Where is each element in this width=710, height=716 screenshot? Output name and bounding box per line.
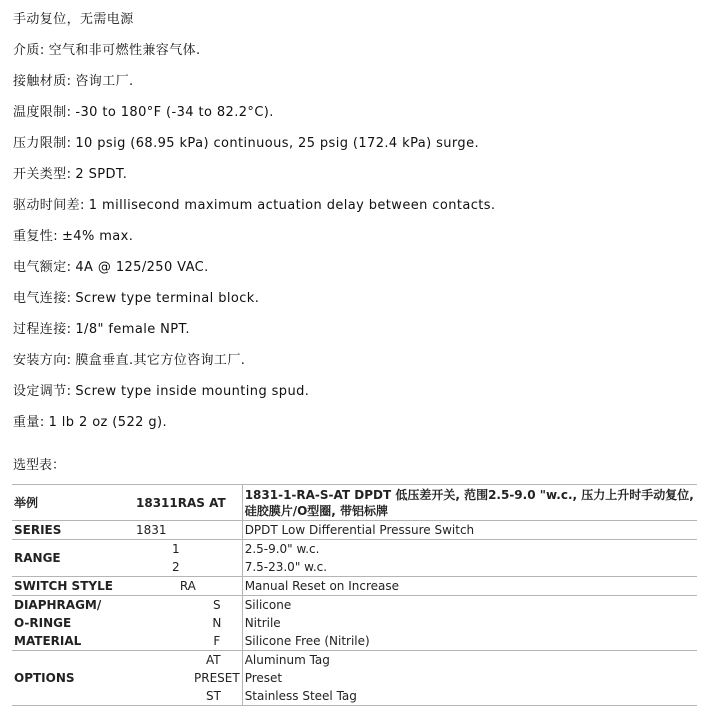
spec-value: 膜盒垂直.其它方位咨询工厂.	[75, 353, 246, 368]
diaphragm-code: S	[213, 598, 221, 612]
spec-value: 4A @ 125/250 VAC.	[75, 260, 209, 275]
options-description: Stainless Steel Tag	[244, 689, 357, 703]
spec-line-wetted-materials: 接触材质: 咨询工厂.	[13, 74, 134, 89]
spec-label: 压力限制	[13, 136, 67, 151]
spec-line-reset	[13, 12, 134, 28]
spec-value: 空气和非可燃性兼容气体.	[48, 43, 201, 58]
diaphragm-label: O-RINGE MATERIAL	[14, 616, 82, 648]
selection-table	[12, 484, 697, 706]
spec-label: 接触材质	[13, 74, 67, 89]
range-code: 2	[172, 560, 180, 574]
diaphragm-description: Silicone	[244, 598, 292, 612]
spec-value: 2 SPDT.	[75, 167, 128, 182]
spec-label: 驱动时间差	[13, 198, 81, 213]
spec-label: 过程连接	[13, 322, 67, 337]
spec-label: 温度限制	[13, 105, 67, 120]
options-description: Aluminum Tag	[244, 653, 330, 667]
range-description: 2.5-9.0" w.c.	[244, 542, 320, 556]
spec-value: -30 to 180°F (-34 to 82.2°C).	[75, 105, 274, 120]
range-code: 1	[172, 542, 180, 556]
spec-line-actuation: 驱动时间差: 1 millisecond maximum actuation delay between contacts.	[13, 198, 496, 213]
example-label: 举例	[12, 485, 134, 521]
switch-style-code: RA	[134, 577, 242, 596]
table-row-switch-style	[12, 577, 697, 596]
diaphragm-code: N	[212, 616, 222, 630]
table-row-options	[12, 651, 697, 706]
spec-line-temperature: 温度限制: -30 to 180°F (-34 to 82.2°C).	[13, 105, 274, 120]
spec-line-set-point: 设定调节: Screw type inside mounting spud.	[13, 384, 310, 399]
series-code: 1831	[134, 521, 242, 540]
spec-label: 电气连接	[13, 291, 67, 306]
table-row-series	[12, 521, 697, 540]
spec-line-electrical-connection: 电气连接: Screw type terminal block.	[13, 291, 260, 306]
spec-line-pressure: 压力限制: 10 psig (68.95 kPa) continuous, 25 psig (172.4 kPa) surge.	[13, 136, 479, 151]
options-description: Preset	[244, 671, 283, 685]
example-description: 1831-1-RA-S-AT DPDT 低压差开关, 范围2.5-9.0 "w.c., 压力上升时手动复位,硅胶膜片/O型圈, 带铝标牌	[242, 485, 697, 521]
options-code: PRESET	[194, 671, 240, 685]
example-code: 18311RAS AT	[134, 485, 242, 521]
spec-line-mounting: 安装方向: 膜盒垂直.其它方位咨询工厂.	[13, 353, 246, 368]
spec-value: 10 psig (68.95 kPa) continuous, 25 psig (172.4 kPa) surge.	[75, 136, 479, 151]
spec-value: ±4% max.	[61, 229, 134, 244]
table-header-row	[12, 485, 697, 521]
diaphragm-code: F	[213, 634, 221, 648]
spec-label: 介质	[13, 43, 40, 58]
spec-value: Screw type terminal block.	[75, 291, 260, 306]
table-row-diaphragm	[12, 596, 697, 651]
switch-style-description: Manual Reset on Increase	[242, 577, 697, 596]
table-row-range	[12, 540, 697, 577]
spec-label: 电气额定	[13, 260, 67, 275]
spec-line-switch-type: 开关类型: 2 SPDT.	[13, 167, 128, 182]
spec-line-weight: 重量: 1 lb 2 oz (522 g).	[13, 415, 167, 430]
spec-value: 1 lb 2 oz (522 g).	[48, 415, 167, 430]
spec-value: Screw type inside mounting spud.	[75, 384, 310, 399]
spec-line-electrical-rating: 电气额定: 4A @ 125/250 VAC.	[13, 260, 209, 275]
spec-value: 1/8" female NPT.	[75, 322, 190, 337]
spec-line-repeatability: 重复性: ±4% max.	[13, 229, 134, 244]
options-code: ST	[206, 689, 221, 703]
selection-title: 选型表：	[13, 458, 66, 473]
switch-style-label: SWITCH STYLE	[12, 577, 134, 596]
series-description: DPDT Low Differential Pressure Switch	[242, 521, 697, 540]
spec-label: 手动复位，无需电源	[13, 12, 134, 27]
spec-label: 重复性	[13, 229, 54, 244]
range-description: 7.5-23.0" w.c.	[244, 560, 328, 574]
options-label: OPTIONS	[12, 651, 134, 706]
diaphragm-description: Nitrile	[244, 616, 281, 630]
spec-label: 安装方向	[13, 353, 67, 368]
series-label: SERIES	[12, 521, 134, 540]
spec-label: 设定调节	[13, 384, 67, 399]
spec-value: 咨询工厂.	[75, 74, 134, 89]
spec-line-process-connection: 过程连接: 1/8" female NPT.	[13, 322, 190, 337]
spec-line-medium: 介质: 空气和非可燃性兼容气体.	[13, 43, 201, 58]
options-code: AT	[206, 653, 221, 667]
diaphragm-label: DIAPHRAGM/	[14, 598, 102, 612]
spec-label: 重量	[13, 415, 40, 430]
diaphragm-description: Silicone Free (Nitrile)	[244, 634, 370, 648]
range-label: RANGE	[12, 540, 134, 577]
spec-value: 1 millisecond maximum actuation delay between contacts.	[88, 198, 496, 213]
spec-label: 开关类型	[13, 167, 67, 182]
